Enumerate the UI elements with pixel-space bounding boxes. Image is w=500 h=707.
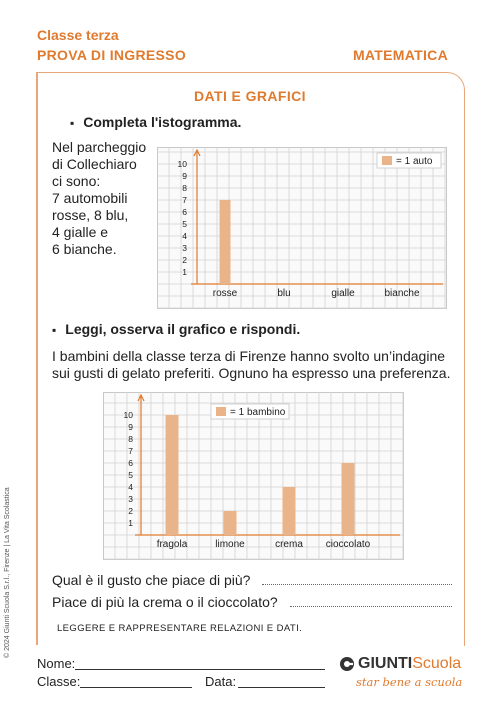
brand-name: GIUNTI [358,655,413,672]
y-tick-label: 2 [182,255,187,265]
category-label: limone [215,539,245,550]
bar-cioccolato [342,463,355,535]
date-field[interactable] [238,686,325,688]
exercise1-text-line: di Collechiaro [52,156,137,172]
legend-swatch [216,407,226,416]
y-tick-label: 9 [128,422,133,432]
y-tick-label: 8 [182,183,187,193]
copyright-text: © 2024 Giunti Scuola S.r.l., Firenze | La Vita Scolastica [4,487,11,658]
exercise2-text-line: I bambini della classe terza di Firenze hanno svolto un’indagine [52,348,446,364]
car-histogram [157,147,447,309]
answer-line-2[interactable] [290,606,452,607]
legend-label: = 1 auto [396,156,433,167]
brand-tagline: star bene a scuola [356,675,463,689]
exercise2-instruction: ▪ Leggi, osserva il grafico e rispondi. [52,321,300,337]
class-label: Classe terza [37,27,119,43]
legend-label: = 1 bambino [230,407,286,418]
question-crema-vs-cioccolato: Piace di più la crema o il cioccolato? [52,594,278,610]
exercise1-text-line: rosse, 8 blu, [52,207,129,223]
y-tick-label: 4 [128,482,133,492]
test-title: PROVA DI INGRESSO [37,47,187,63]
y-tick-label: 5 [128,470,133,480]
chart-legend [211,404,289,419]
category-label: bianche [384,288,420,299]
y-tick-label: 9 [182,171,187,181]
subject-label: MATEMATICA [352,47,448,63]
y-tick-label: 6 [128,458,133,468]
y-tick-label: 10 [123,410,133,420]
giunti-logo-icon [339,656,355,672]
y-tick-label: 2 [128,506,133,516]
exercise1-text-line: 6 bianche. [52,241,117,257]
exercise1-text [52,139,162,258]
y-tick-label: 6 [182,207,187,217]
category-label: fragola [156,539,188,550]
y-tick-label: 1 [128,518,133,528]
bar-limone [224,511,237,535]
class-field[interactable] [80,686,192,688]
y-tick-label: 7 [128,446,133,456]
exercise1-text-line: 7 automobili [52,190,128,206]
y-tick-label: 4 [182,231,187,241]
category-label: rosse [212,288,238,299]
legend-swatch [382,156,392,165]
date-label: Data: [205,674,237,689]
name-field[interactable] [75,668,325,670]
answer-line-1[interactable] [262,584,452,585]
question-favorite: Qual è il gusto che piace di più? [52,572,251,588]
category-label: gialle [331,288,355,299]
bar-crema [283,487,296,535]
card-left-border [36,72,38,645]
y-tick-label: 8 [128,434,133,444]
bar-fragola [166,415,179,535]
exercise2-text [52,348,462,382]
gelato-bar-chart [103,392,404,560]
exercise1-text-line: ci sono: [52,173,101,189]
category-label: crema [275,539,303,550]
brand-name-accent: Scuola [412,655,462,672]
y-tick-label: 10 [177,159,187,169]
bar-rosse [220,200,231,284]
category-label: blu [277,288,291,299]
category-label: cioccolato [325,539,371,550]
name-label: Nome: [37,656,76,671]
y-tick-label: 7 [182,195,187,205]
skill-note: LEGGERE E RAPPRESENTARE RELAZIONI E DATI. [57,623,303,634]
y-tick-label: 3 [128,494,133,504]
y-tick-label: 5 [182,219,187,229]
y-tick-label: 1 [182,267,187,277]
section-title: DATI E GRAFICI [194,88,306,104]
y-tick-label: 3 [182,243,187,253]
exercise1-instruction: ▪ Completa l'istogramma. [70,114,241,130]
exercise1-text-line: 4 gialle e [52,224,109,240]
class-field-label: Classe: [37,674,81,689]
exercise2-text-line: sui gusti di gelato preferiti. Ognuno ha espresso una preferenza. [52,365,451,381]
exercise1-text-line: Nel parcheggio [52,139,147,155]
chart-legend [377,153,441,168]
